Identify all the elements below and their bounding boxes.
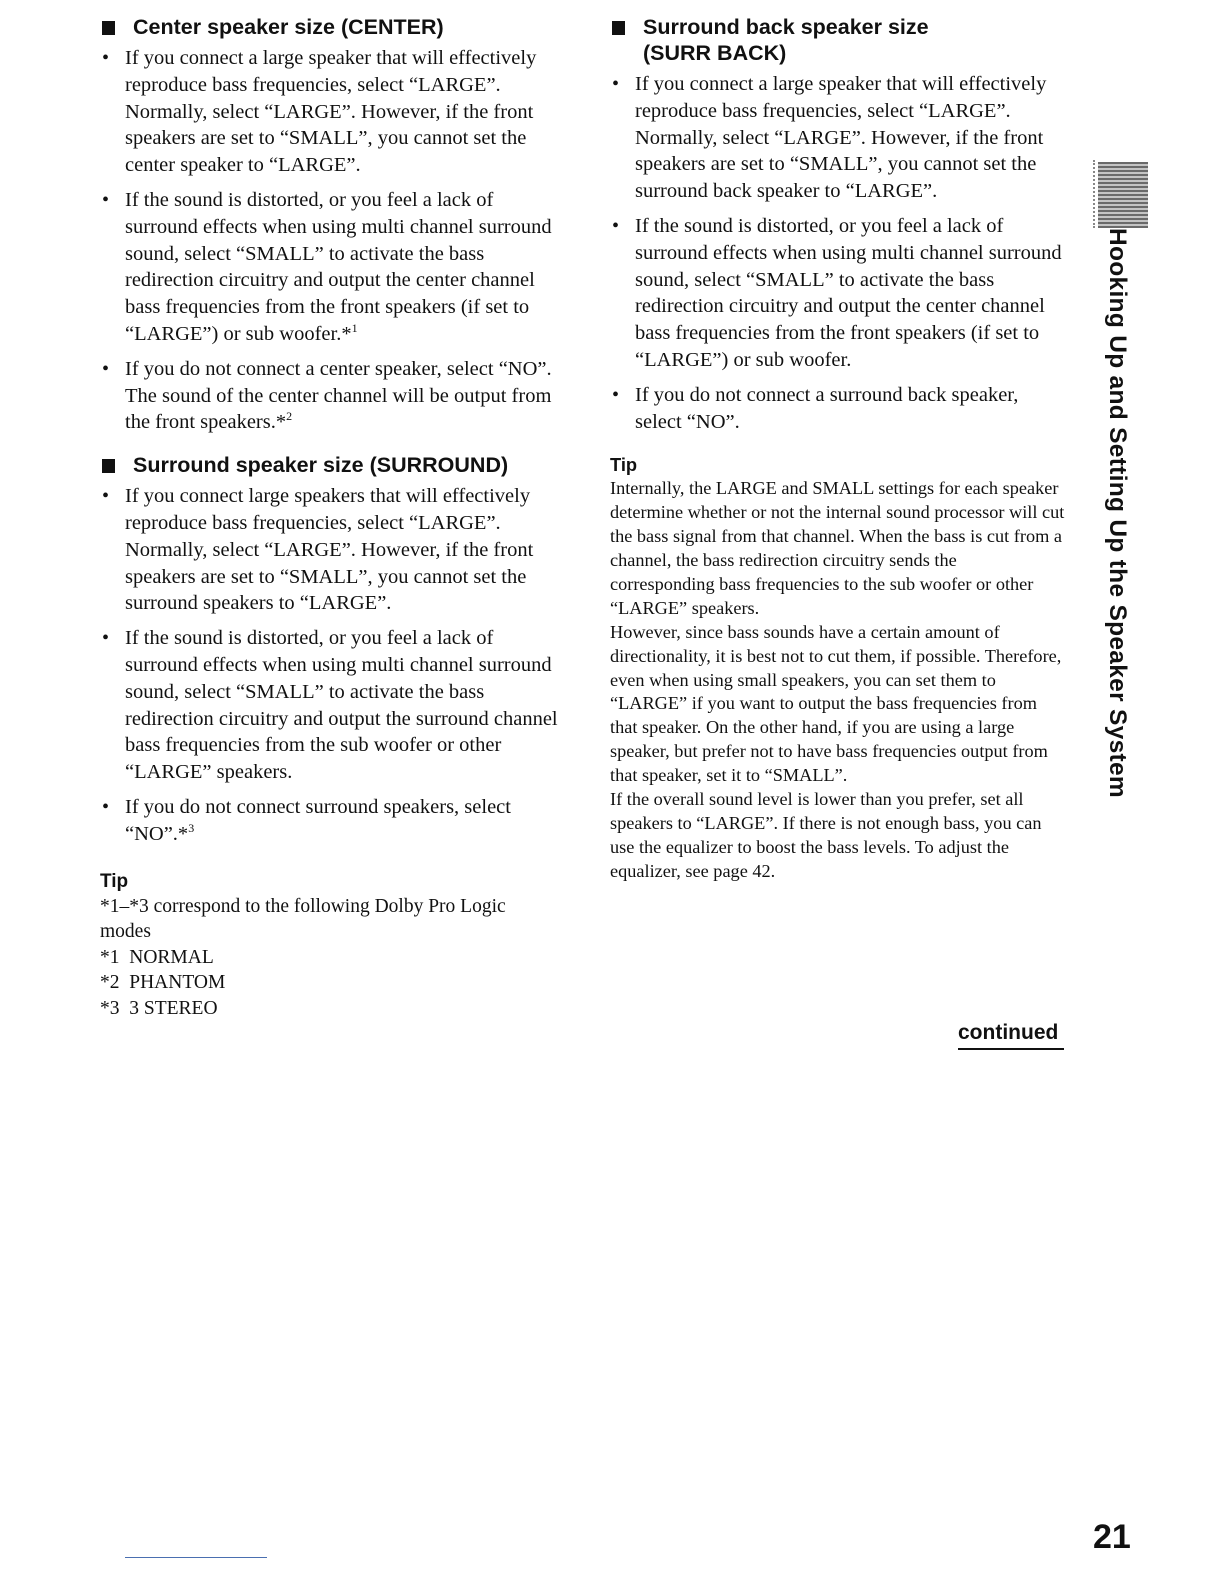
- tip-line: *1–*3 correspond to the following Dolby Pro Logic modes: [100, 895, 506, 943]
- tip-paragraph: If the overall sound level is lower than you prefer, set all speakers to “LARGE”. If there is not enough bass, you can use the equalizer to boost the bass levels. To adjust the equalizer, see page 42.: [610, 789, 1042, 881]
- list-item: • If the sound is distorted, or you feel a lack of surround effects when using multi channel surround sound, select “SMALL” to activate the bass redirection circuitry and output the surround channel bass frequencies from the sub woofer or other “LARGE” speakers.: [102, 627, 558, 784]
- tip-label: Tip: [100, 870, 129, 892]
- footnote-ref: 1: [351, 321, 358, 336]
- list-item: • If you connect a large speaker that will effectively reproduce bass frequencies, select “LARGE”. Normally, select “LARGE”. However, if the front speakers are set to “SMALL”, you cannot set the center speaker to “LARGE”.: [102, 47, 537, 177]
- list-item: • If the sound is distorted, or you feel a lack of surround effects when using multi channel surround sound, select “SMALL” to activate the bass redirection circuitry and output the center channel bass frequencies from the front speakers (if set to “LARGE”) or sub woofer.*$^1$: [102, 188, 552, 345]
- tip-label: Tip: [610, 454, 638, 476]
- surr-back-heading: Surround back speaker size (SURR BACK): [610, 14, 1065, 66]
- bullet-dot-icon: •: [102, 627, 110, 650]
- bullet-dot-icon: •: [612, 383, 620, 406]
- list-item: • If you do not connect a surround back speaker, select “NO”.: [612, 383, 1019, 433]
- surround-speaker-heading: Surround speaker size (SURROUND): [100, 452, 560, 478]
- square-bullet-icon: [102, 21, 115, 35]
- side-tab-marker: [1098, 162, 1148, 228]
- footer-rule: [125, 1557, 267, 1558]
- right-tip: [610, 453, 1065, 883]
- footnote-ref: 2: [286, 409, 293, 424]
- list-item: • If you do not connect surround speakers, select “NO”.*$^3$: [102, 795, 511, 845]
- right-column: [610, 14, 1065, 884]
- bullet-dot-icon: •: [102, 47, 110, 69]
- list-item: • If you connect a large speaker that will effectively reproduce bass frequencies, select “LARGE”. Normally, select “LARGE”. However, if the front speakers are set to “SMALL”, you cannot set the surround back speaker to “LARGE”.: [612, 73, 1047, 203]
- bullet-dot-icon: •: [102, 188, 110, 211]
- list-item: • If you do not connect a center speaker, select “NO”. The sound of the center channel will be output from the front speakers.*$^2$: [102, 357, 552, 434]
- tip-line: *1 NORMAL: [100, 946, 214, 968]
- bullet-dot-icon: •: [102, 795, 110, 818]
- tip-paragraph: However, since bass sounds have a certain amount of directionality, it is best not to cut them, if possible. Therefore, even when using small speakers, you can set them to “LARGE” if you want to output the bass frequencies from that speaker. On the other hand, if you are using a large speaker, but prefer not to have bass frequencies output from that speaker, set it to “SMALL”.: [610, 621, 1062, 786]
- list-item: • If the sound is distorted, or you feel a lack of surround effects when using multi channel surround sound, select “SMALL” to activate the bass redirection circuitry and output the center channel bass frequencies from the front speakers (if set to “LARGE”) or sub woofer.: [612, 214, 1062, 371]
- surr-back-list: [610, 71, 1065, 435]
- side-tab-dots: [1093, 160, 1097, 228]
- bullet-dot-icon: •: [102, 485, 110, 508]
- square-bullet-icon: [612, 21, 625, 35]
- bullet-dot-icon: •: [612, 73, 620, 95]
- center-speaker-heading: Center speaker size (CENTER): [100, 14, 560, 40]
- center-speaker-list: [100, 45, 560, 436]
- bullet-dot-icon: •: [102, 357, 110, 380]
- surround-speaker-list: [100, 483, 560, 847]
- continued-label: continued: [958, 1020, 1064, 1050]
- list-item: • If you connect large speakers that will effectively reproduce bass frequencies, select “LARGE”. Normally, select “LARGE”. However, if the front speakers are set to “SMALL”, you cannot set the surround speakers to “LARGE”.: [102, 485, 534, 615]
- left-column: [100, 14, 560, 1021]
- tip-line: *3 3 STEREO: [100, 997, 218, 1019]
- left-tip: [100, 870, 560, 1022]
- tip-line: *2 PHANTOM: [100, 972, 226, 994]
- footnote-ref: 3: [188, 820, 195, 835]
- tip-paragraph: Internally, the LARGE and SMALL settings for each speaker determine whether or not the internal sound processor will cut the bass signal from that channel. When the bass is cut from a channel, the bass redirection circuitry sends the corresponding bass frequencies to the sub woofer or other “LARGE” speakers.: [610, 478, 1065, 618]
- side-tab-label: Hooking Up and Setting Up the Speaker System: [1104, 228, 1131, 798]
- bullet-dot-icon: •: [612, 214, 620, 237]
- page-number: 21: [1093, 1518, 1131, 1556]
- square-bullet-icon: [102, 459, 115, 473]
